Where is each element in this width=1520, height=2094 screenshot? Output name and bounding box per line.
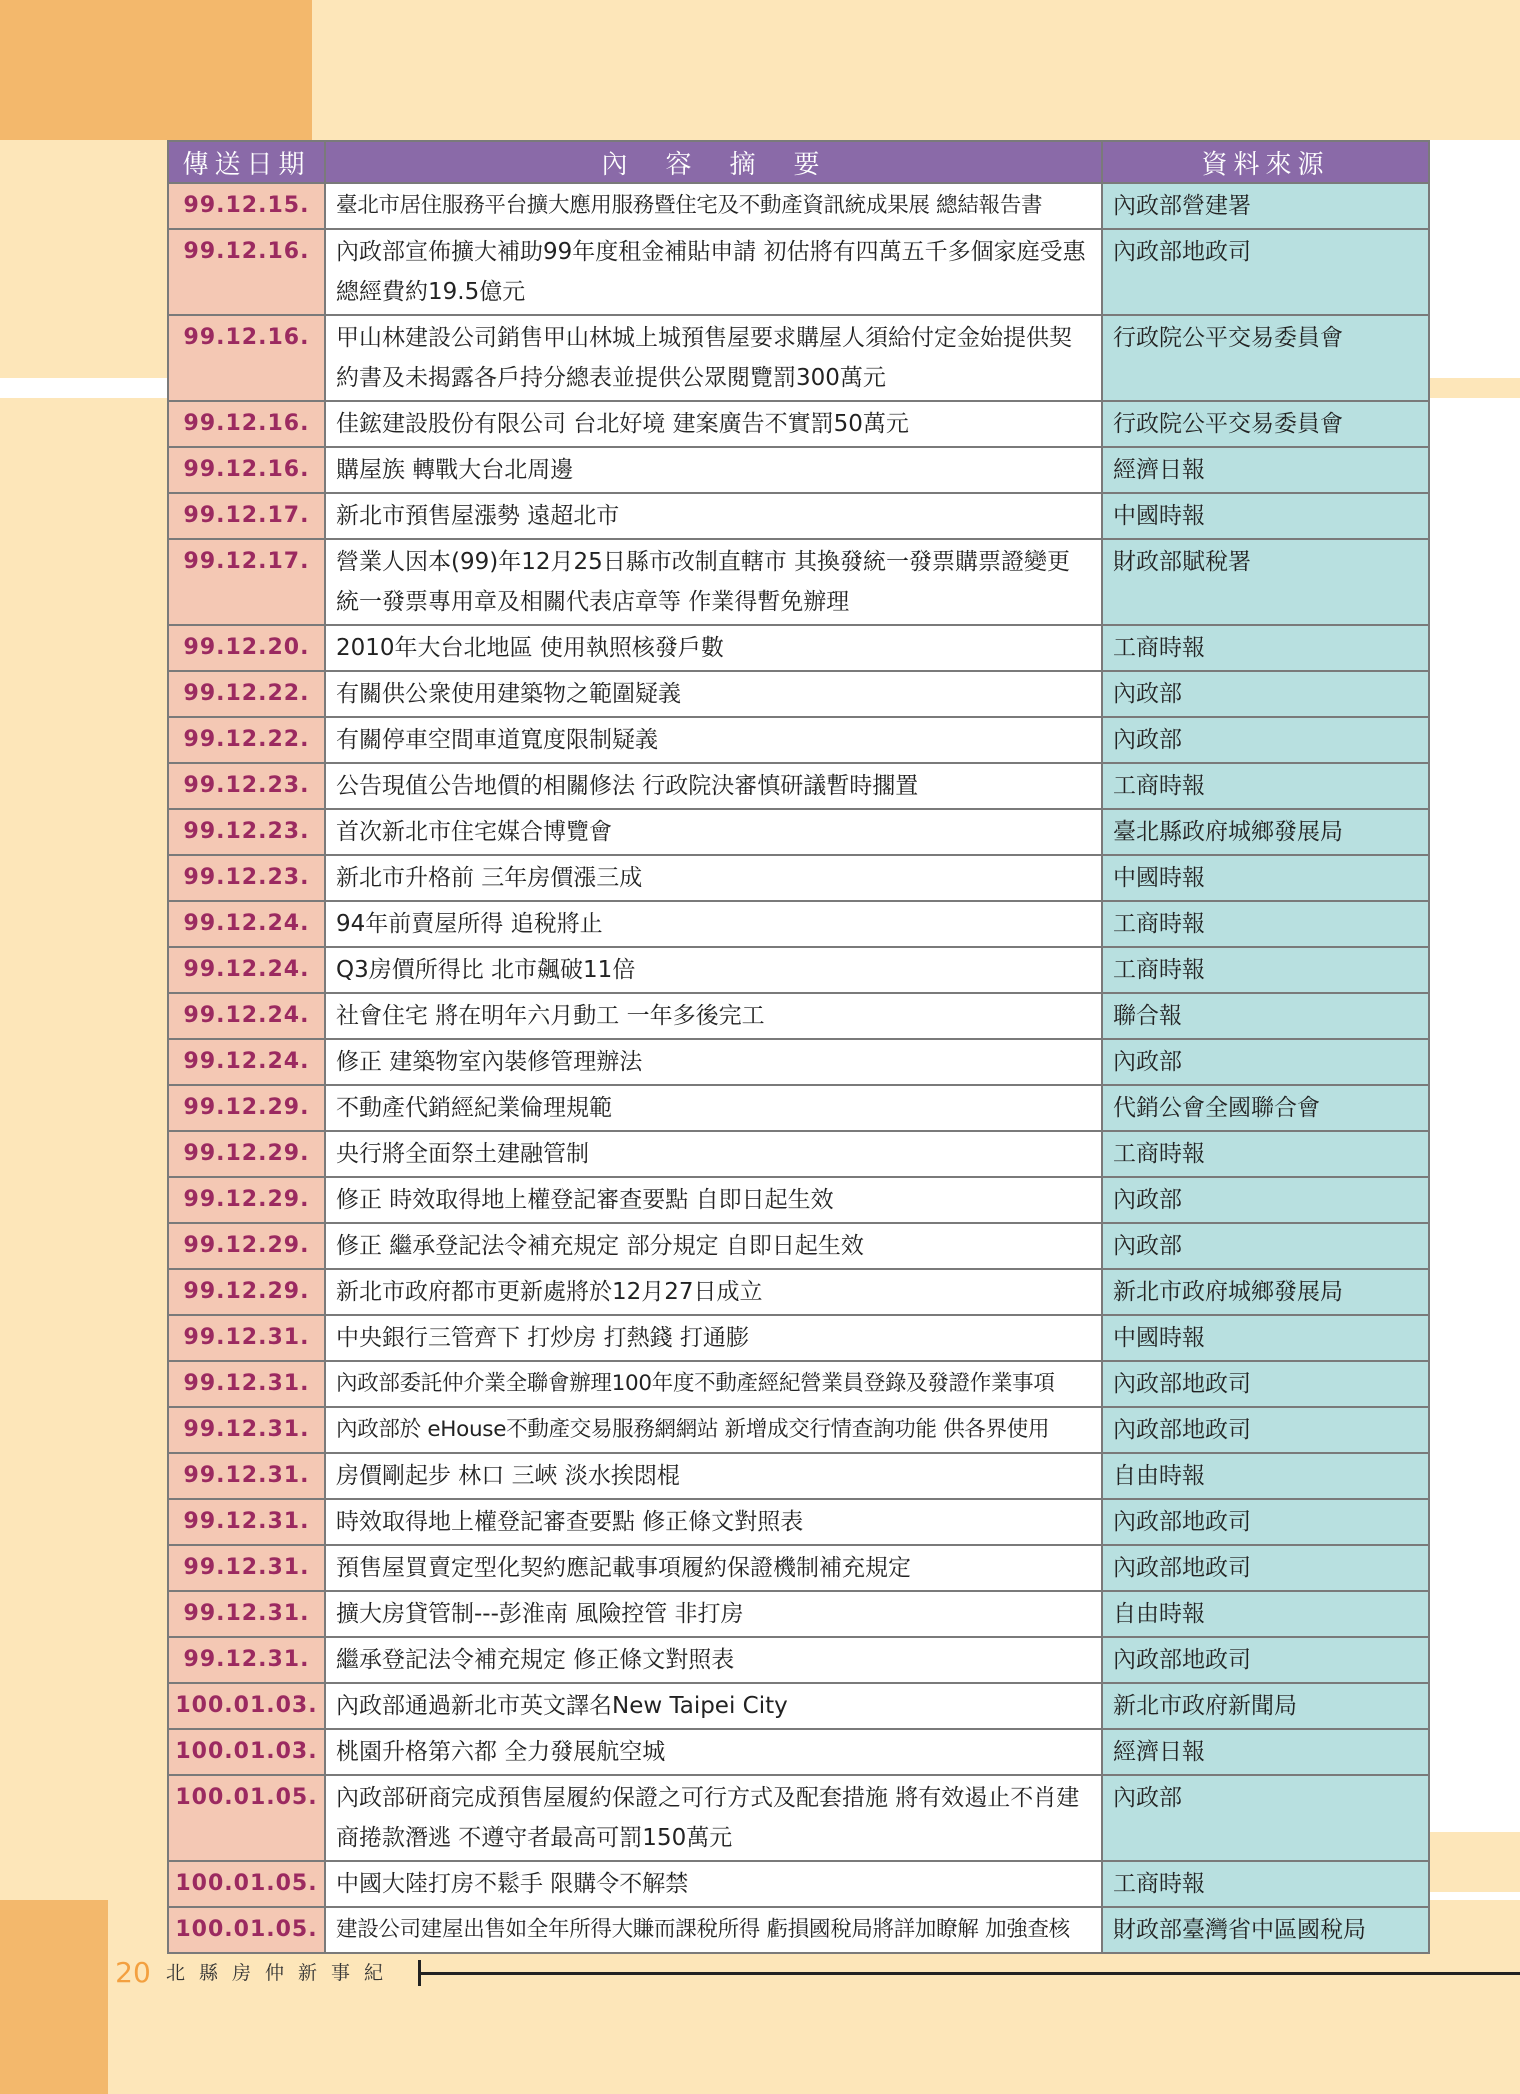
table-row — [168, 625, 1429, 671]
row-date: 99.12.29. — [168, 1085, 325, 1131]
table-row — [168, 1545, 1429, 1591]
row-date: 99.12.20. — [168, 625, 325, 671]
footer-rule — [418, 1972, 1520, 1975]
row-summary: 臺北市居住服務平台擴大應用服務暨住宅及不動產資訊統成果展 總結報告書 — [325, 183, 1102, 229]
row-source: 自由時報 — [1102, 1453, 1429, 1499]
row-summary: 修正 建築物室內裝修管理辦法 — [325, 1039, 1102, 1085]
row-summary: 不動產代銷經紀業倫理規範 — [325, 1085, 1102, 1131]
row-source: 內政部營建署 — [1102, 183, 1429, 229]
row-summary: Q3房價所得比 北市飆破11倍 — [325, 947, 1102, 993]
row-summary: 有關停車空間車道寬度限制疑義 — [325, 717, 1102, 763]
table-row — [168, 717, 1429, 763]
row-summary: 甲山林建設公司銷售甲山林城上城預售屋要求購屋人須給付定金始提供契約書及未揭露各戶持分總表並提供公眾閱覽罰300萬元 — [325, 315, 1102, 401]
row-source: 內政部地政司 — [1102, 1545, 1429, 1591]
row-source: 聯合報 — [1102, 993, 1429, 1039]
table-row — [168, 1361, 1429, 1407]
table-row — [168, 1729, 1429, 1775]
row-summary: 預售屋買賣定型化契約應記載事項履約保證機制補充規定 — [325, 1545, 1102, 1591]
table-row — [168, 401, 1429, 447]
row-summary: 內政部委託仲介業全聯會辦理100年度不動產經紀營業員登錄及發證作業事項 — [325, 1361, 1102, 1407]
row-source: 內政部地政司 — [1102, 1637, 1429, 1683]
row-summary: 擴大房貸管制---彭淮南 風險控管 非打房 — [325, 1591, 1102, 1637]
row-source: 工商時報 — [1102, 625, 1429, 671]
table-row — [168, 1861, 1429, 1907]
row-source: 內政部 — [1102, 671, 1429, 717]
row-date: 99.12.16. — [168, 229, 325, 315]
row-date: 99.12.31. — [168, 1545, 325, 1591]
page-number: 20 — [115, 1956, 151, 1989]
table-row — [168, 1039, 1429, 1085]
table-row — [168, 183, 1429, 229]
table-row — [168, 315, 1429, 401]
row-summary: 新北市政府都市更新處將於12月27日成立 — [325, 1269, 1102, 1315]
row-date: 100.01.03. — [168, 1683, 325, 1729]
row-source: 行政院公平交易委員會 — [1102, 315, 1429, 401]
row-source: 內政部 — [1102, 1775, 1429, 1861]
row-date: 99.12.23. — [168, 763, 325, 809]
table-row — [168, 763, 1429, 809]
decor-orange-block — [0, 0, 312, 140]
table-row — [168, 671, 1429, 717]
row-summary: 首次新北市住宅媒合博覽會 — [325, 809, 1102, 855]
row-date: 100.01.05. — [168, 1907, 325, 1953]
row-date: 99.12.16. — [168, 401, 325, 447]
decor-peach-left — [0, 140, 168, 2094]
table-row — [168, 1315, 1429, 1361]
table-row — [168, 1407, 1429, 1453]
row-summary: 桃園升格第六都 全力發展航空城 — [325, 1729, 1102, 1775]
row-source: 內政部 — [1102, 717, 1429, 763]
row-summary: 修正 繼承登記法令補充規定 部分規定 自即日起生效 — [325, 1223, 1102, 1269]
row-summary: 新北市預售屋漲勢 遠超北市 — [325, 493, 1102, 539]
row-summary: 營業人因本(99)年12月25日縣市改制直轄市 其換發統一發票購票證變更統一發票專用章及相關代表店章等 作業得暫免辦理 — [325, 539, 1102, 625]
row-date: 99.12.24. — [168, 1039, 325, 1085]
table-row — [168, 1683, 1429, 1729]
row-date: 99.12.15. — [168, 183, 325, 229]
row-source: 內政部地政司 — [1102, 229, 1429, 315]
row-summary: 內政部通過新北市英文譯名New Taipei City — [325, 1683, 1102, 1729]
table-row — [168, 1637, 1429, 1683]
table-row — [168, 1269, 1429, 1315]
decor-bottom-orange — [0, 1900, 108, 2094]
row-source: 財政部臺灣省中區國稅局 — [1102, 1907, 1429, 1953]
row-source: 工商時報 — [1102, 1131, 1429, 1177]
row-source: 內政部地政司 — [1102, 1499, 1429, 1545]
table-row — [168, 809, 1429, 855]
row-date: 99.12.29. — [168, 1223, 325, 1269]
row-date: 99.12.16. — [168, 447, 325, 493]
row-date: 99.12.22. — [168, 717, 325, 763]
row-summary: 時效取得地上權登記審查要點 修正條文對照表 — [325, 1499, 1102, 1545]
row-source: 新北市政府新聞局 — [1102, 1683, 1429, 1729]
row-date: 99.12.24. — [168, 993, 325, 1039]
table-row — [168, 855, 1429, 901]
row-summary: 佳鋐建設股份有限公司 台北好境 建案廣告不實罰50萬元 — [325, 401, 1102, 447]
row-date: 99.12.31. — [168, 1637, 325, 1683]
row-source: 工商時報 — [1102, 1861, 1429, 1907]
decor-band-right-lower — [1426, 1832, 1520, 1892]
row-summary: 內政部於 eHouse不動產交易服務網網站 新增成交行情查詢功能 供各界使用 — [325, 1407, 1102, 1453]
row-date: 99.12.31. — [168, 1361, 325, 1407]
decor-band-left — [0, 378, 168, 398]
row-date: 99.12.16. — [168, 315, 325, 401]
table-row — [168, 947, 1429, 993]
row-source: 工商時報 — [1102, 763, 1429, 809]
decor-band-right — [1426, 378, 1520, 398]
row-date: 99.12.17. — [168, 493, 325, 539]
table-row — [168, 1177, 1429, 1223]
row-summary: 94年前賣屋所得 追稅將止 — [325, 901, 1102, 947]
row-summary: 內政部宣佈擴大補助99年度租金補貼申請 初估將有四萬五千多個家庭受惠 總經費約19.5億元 — [325, 229, 1102, 315]
row-date: 99.12.17. — [168, 539, 325, 625]
row-summary: 修正 時效取得地上權登記審查要點 自即日起生效 — [325, 1177, 1102, 1223]
row-summary: 央行將全面祭土建融管制 — [325, 1131, 1102, 1177]
row-date: 99.12.31. — [168, 1315, 325, 1361]
row-summary: 中國大陸打房不鬆手 限購令不解禁 — [325, 1861, 1102, 1907]
table-row — [168, 901, 1429, 947]
row-summary: 2010年大台北地區 使用執照核發戶數 — [325, 625, 1102, 671]
row-date: 99.12.31. — [168, 1591, 325, 1637]
table-row — [168, 993, 1429, 1039]
table-row — [168, 1591, 1429, 1637]
row-date: 99.12.31. — [168, 1453, 325, 1499]
table-body — [168, 183, 1429, 1953]
row-summary: 建設公司建屋出售如全年所得大賺而課稅所得 虧損國稅局將詳加瞭解 加強查核 — [325, 1907, 1102, 1953]
row-date: 99.12.22. — [168, 671, 325, 717]
row-date: 99.12.29. — [168, 1269, 325, 1315]
table-row — [168, 1499, 1429, 1545]
row-summary: 公告現值公告地價的相關修法 行政院決審慎研議暫時擱置 — [325, 763, 1102, 809]
row-summary: 社會住宅 將在明年六月動工 一年多後完工 — [325, 993, 1102, 1039]
header-source: 資料來源 — [1102, 141, 1429, 183]
row-source: 內政部 — [1102, 1177, 1429, 1223]
table-row — [168, 1085, 1429, 1131]
row-summary: 中央銀行三管齊下 打炒房 打熱錢 打通膨 — [325, 1315, 1102, 1361]
row-source: 代銷公會全國聯合會 — [1102, 1085, 1429, 1131]
row-source: 內政部地政司 — [1102, 1361, 1429, 1407]
row-summary: 繼承登記法令補充規定 修正條文對照表 — [325, 1637, 1102, 1683]
row-date: 99.12.24. — [168, 947, 325, 993]
table-row — [168, 1223, 1429, 1269]
row-source: 工商時報 — [1102, 901, 1429, 947]
news-table — [167, 140, 1430, 1954]
row-date: 99.12.31. — [168, 1499, 325, 1545]
header-summary: 內 容 摘 要 — [325, 141, 1102, 183]
row-date: 99.12.23. — [168, 855, 325, 901]
table-row — [168, 1907, 1429, 1953]
row-date: 100.01.05. — [168, 1861, 325, 1907]
row-source: 內政部 — [1102, 1223, 1429, 1269]
row-date: 99.12.29. — [168, 1177, 325, 1223]
row-summary: 購屋族 轉戰大台北周邊 — [325, 447, 1102, 493]
table-row — [168, 539, 1429, 625]
row-date: 99.12.29. — [168, 1131, 325, 1177]
row-source: 中國時報 — [1102, 493, 1429, 539]
row-source: 經濟日報 — [1102, 1729, 1429, 1775]
header-date: 傳送日期 — [168, 141, 325, 183]
row-summary: 新北市升格前 三年房價漲三成 — [325, 855, 1102, 901]
row-date: 99.12.23. — [168, 809, 325, 855]
row-date: 100.01.03. — [168, 1729, 325, 1775]
row-date: 100.01.05. — [168, 1775, 325, 1861]
row-source: 中國時報 — [1102, 855, 1429, 901]
row-source: 財政部賦稅署 — [1102, 539, 1429, 625]
row-source: 中國時報 — [1102, 1315, 1429, 1361]
row-source: 內政部地政司 — [1102, 1407, 1429, 1453]
table-row — [168, 1453, 1429, 1499]
table-row — [168, 229, 1429, 315]
row-source: 自由時報 — [1102, 1591, 1429, 1637]
row-date: 99.12.24. — [168, 901, 325, 947]
row-source: 工商時報 — [1102, 947, 1429, 993]
row-source: 新北市政府城鄉發展局 — [1102, 1269, 1429, 1315]
row-summary: 內政部研商完成預售屋履約保證之可行方式及配套措施 將有效遏止不肖建商捲款潛逃 不遵守者最高可罰150萬元 — [325, 1775, 1102, 1861]
table-row — [168, 493, 1429, 539]
row-source: 行政院公平交易委員會 — [1102, 401, 1429, 447]
table-row — [168, 1131, 1429, 1177]
row-source: 臺北縣政府城鄉發展局 — [1102, 809, 1429, 855]
row-source: 內政部 — [1102, 1039, 1429, 1085]
table-row — [168, 1775, 1429, 1861]
row-date: 99.12.31. — [168, 1407, 325, 1453]
row-summary: 房價剛起步 林口 三峽 淡水挨悶棍 — [325, 1453, 1102, 1499]
table-header-row — [168, 141, 1429, 183]
row-summary: 有關供公衆使用建築物之範圍疑義 — [325, 671, 1102, 717]
footer-title: 北縣房仲新事紀 — [166, 1962, 398, 1984]
row-source: 經濟日報 — [1102, 447, 1429, 493]
decor-peach-top — [312, 0, 1520, 140]
table-row — [168, 447, 1429, 493]
